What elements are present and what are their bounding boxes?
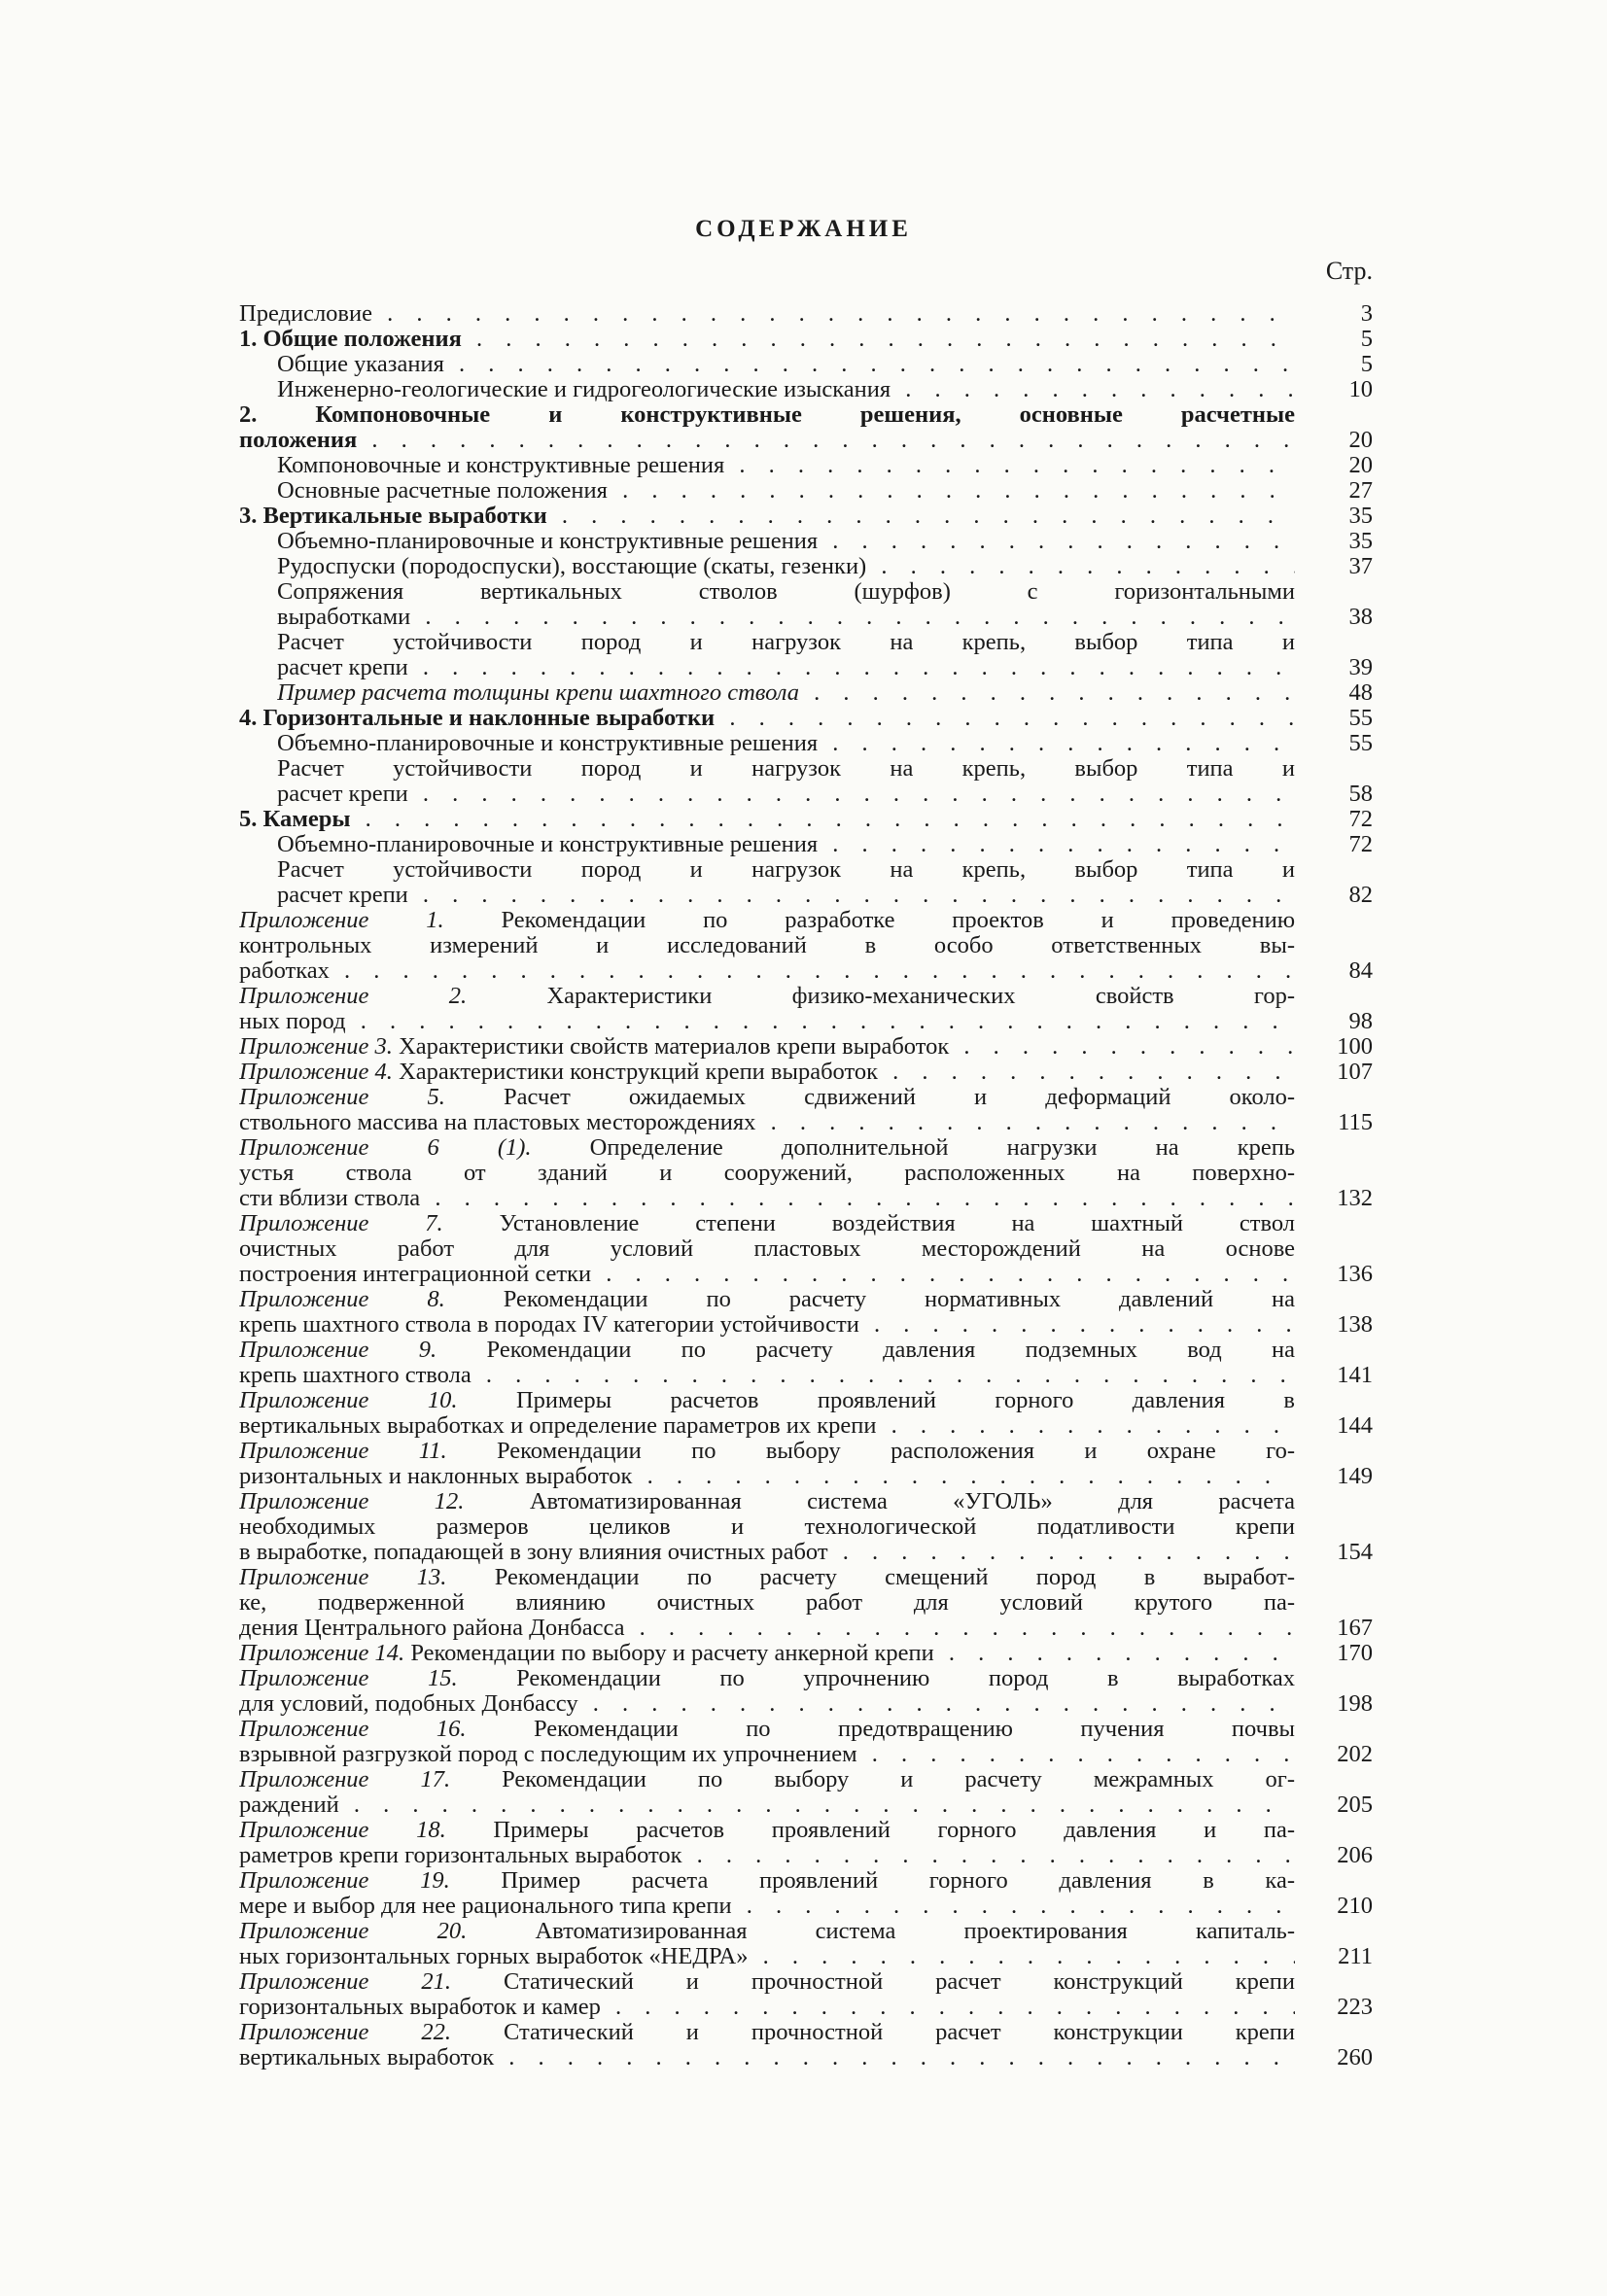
page-number: 5: [1360, 326, 1373, 352]
dot-leader: [351, 807, 1295, 832]
dot-leader: [724, 453, 1295, 478]
page-number: 149: [1337, 1463, 1373, 1489]
toc-entry: [239, 402, 1295, 453]
appendix-label: Приложение 21.: [239, 1969, 452, 1995]
page-number: 107: [1337, 1059, 1373, 1085]
toc-entry: [239, 1565, 1295, 1641]
toc-entry-line: [277, 883, 1295, 908]
page-number: 20: [1348, 427, 1373, 453]
toc-entry-text: раметров крепи горизонтальных выработок: [239, 1843, 682, 1868]
dot-leader: [934, 1641, 1295, 1666]
appendix-label: Приложение 12.: [239, 1489, 465, 1514]
dot-leader: [462, 327, 1295, 352]
toc-entry-line: [239, 908, 1295, 933]
toc-entry-line: [277, 453, 1295, 478]
toc-entry-line: [239, 1540, 1295, 1565]
dot-leader: [591, 1262, 1295, 1287]
toc-entry-line: [239, 1085, 1295, 1110]
page-number: 27: [1348, 477, 1373, 504]
toc-entry-text: Камеры: [262, 807, 351, 832]
toc-entry-line: [239, 1843, 1295, 1868]
toc-entry: [277, 453, 1295, 478]
toc-entry: [277, 731, 1295, 756]
page-number: 170: [1337, 1640, 1373, 1666]
page-number: 138: [1337, 1311, 1373, 1338]
toc-entry-text: выработками: [277, 605, 411, 630]
toc-entry-text: Рекомендации по расчету давления подземных вод на: [486, 1338, 1295, 1363]
toc-entry-text: Объемно-планировочные и конструктивные решения: [277, 731, 819, 756]
toc-entry-text: ризонтальных и наклонных выработок: [239, 1464, 633, 1489]
page-number: 39: [1348, 654, 1373, 680]
toc-entry: [239, 2020, 1295, 2070]
page-number: 154: [1337, 1539, 1373, 1565]
toc-entry-line: [239, 1818, 1295, 1843]
dot-leader: [859, 1312, 1295, 1338]
toc-entry-text: горизонтальных выработок и камер: [239, 1995, 601, 2020]
toc-entry-line: [277, 352, 1295, 377]
toc-entry: [239, 807, 1295, 832]
toc-entry-text: Общие указания: [277, 352, 444, 377]
appendix-label: Приложение 2.: [239, 984, 468, 1009]
toc-entry-line: [239, 984, 1295, 1009]
toc-entry: [239, 301, 1295, 327]
toc-entry-text: расчет крепи: [277, 883, 408, 908]
dot-leader: [444, 352, 1295, 377]
toc-entry-text: Установление степени воздействия на шахтный ствол: [499, 1211, 1295, 1236]
page-number: 167: [1337, 1615, 1373, 1641]
toc-entry-text: Вертикальные выработки: [262, 504, 547, 529]
section-number: 4.: [239, 706, 258, 731]
toc-entry: [239, 1439, 1295, 1489]
toc-entry: [239, 1388, 1295, 1439]
toc-entry-line: [239, 1034, 1295, 1060]
toc-entry-text: Характеристики конструкций крепи выработок: [399, 1060, 879, 1085]
toc-entry-text: сти вблизи ствола: [239, 1186, 421, 1211]
toc-entry-text: ке, подверженной влиянию очистных работ для условий крутого па-: [239, 1590, 1295, 1616]
toc-entry: [277, 832, 1295, 857]
page-number: 38: [1348, 604, 1373, 630]
toc-entry: [277, 529, 1295, 554]
toc-entry-line: [277, 605, 1295, 630]
toc-entry-text: расчет крепи: [277, 655, 408, 680]
appendix-label: Приложение 6 (1).: [239, 1135, 532, 1161]
page-number: 202: [1337, 1741, 1373, 1767]
toc-entry-text: Рекомендации по упрочнению пород в выработках: [516, 1666, 1295, 1691]
toc-entry: [239, 908, 1295, 984]
toc-entry: [239, 1287, 1295, 1338]
toc-entry: [277, 352, 1295, 377]
toc-entry-line: [277, 579, 1295, 605]
toc-entry-text: в выработке, попадающей в зону влияния очистных работ: [239, 1540, 828, 1565]
page-number: 198: [1337, 1690, 1373, 1717]
page-number: 37: [1348, 553, 1373, 579]
section-number: 1.: [239, 327, 258, 352]
toc-entry-text: крепь шахтного ствола в породах IV категории устойчивости: [239, 1312, 859, 1338]
toc-entry-text: вертикальных выработках и определение параметров их крепи: [239, 1413, 877, 1439]
appendix-label: Приложение 15.: [239, 1666, 458, 1691]
page-number: 20: [1348, 452, 1373, 478]
toc-entry-text: Основные расчетные положения: [277, 478, 608, 504]
toc-entry-line: [277, 832, 1295, 857]
dot-leader: [818, 832, 1295, 857]
dot-leader: [715, 706, 1295, 731]
toc-entry-text: Автоматизированная система «УГОЛЬ» для расчета: [529, 1489, 1295, 1514]
toc-entry-line: [239, 933, 1295, 958]
toc-entry-text: Объемно-планировочные и конструктивные решения: [277, 832, 819, 857]
page-number: 132: [1337, 1185, 1373, 1211]
toc-entry-text: взрывной разгрузкой пород с последующим их упрочнением: [239, 1742, 857, 1767]
toc-entry-line: [239, 1691, 1295, 1717]
toc-entry: [277, 630, 1295, 680]
toc-entry-line: [239, 1388, 1295, 1413]
toc-entry: [239, 1868, 1295, 1919]
dot-leader: [625, 1616, 1296, 1641]
toc-entry: [239, 1641, 1295, 1666]
dot-leader: [472, 1363, 1295, 1388]
page-number: 10: [1348, 376, 1373, 402]
toc-entry: [239, 1818, 1295, 1868]
dot-leader: [339, 1792, 1295, 1818]
toc-entry-line: [239, 1110, 1295, 1135]
toc-entry: [277, 857, 1295, 908]
dot-leader: [372, 301, 1295, 327]
dot-leader: [632, 1464, 1295, 1489]
page-number: 55: [1348, 705, 1373, 731]
dot-leader: [410, 605, 1295, 630]
appendix-label: Приложение 19.: [239, 1868, 450, 1894]
toc-entry-text: ных пород: [239, 1009, 346, 1034]
toc-entry-line: [239, 1792, 1295, 1818]
appendix-label: Приложение 14.: [239, 1641, 405, 1666]
page-number: 5: [1360, 351, 1373, 377]
toc-entry-line: [239, 1489, 1295, 1514]
toc-entry-line: [277, 756, 1295, 782]
toc-entry-text: ствольного массива на пластовых месторождениях: [239, 1110, 756, 1135]
toc-entry-text: Примеры расчетов проявлений горного давления в: [515, 1388, 1295, 1413]
toc-entry-text: Рекомендации по расчету нормативных давлений на: [503, 1287, 1295, 1312]
toc-entry-text: очистных работ для условий пластовых месторождений на основе: [239, 1236, 1295, 1262]
appendix-label: Приложение 1.: [239, 908, 444, 933]
page-number: 48: [1348, 679, 1373, 706]
toc-entry-text: дения Центрального района Донбасса: [239, 1616, 625, 1641]
toc-entry: [239, 984, 1295, 1034]
toc-entry-text: Рекомендации по выбору и расчету межрамных ог-: [502, 1767, 1295, 1792]
toc-entry-line: [239, 1894, 1295, 1919]
dot-leader: [330, 958, 1295, 984]
toc-entry-line: [239, 958, 1295, 984]
toc-entry-line: [239, 1338, 1295, 1363]
toc-entry-text: крепь шахтного ствола: [239, 1363, 472, 1388]
toc-entry-line: [239, 1413, 1295, 1439]
toc-entry-line: [239, 1616, 1295, 1641]
toc-entry-text: Предисловие: [239, 301, 372, 327]
dot-leader: [357, 428, 1295, 453]
toc-entry-line: [277, 478, 1295, 504]
toc-entry-line: [239, 1312, 1295, 1338]
page-column-header: Стр.: [1325, 257, 1373, 285]
dot-leader: [866, 554, 1295, 579]
dot-leader: [547, 504, 1295, 529]
page-number: 72: [1348, 831, 1373, 857]
toc-entry-line: [239, 1439, 1295, 1464]
page-number: 58: [1348, 781, 1373, 807]
dot-leader: [755, 1110, 1295, 1135]
toc-entry: [239, 1717, 1295, 1767]
dot-leader: [420, 1186, 1295, 1211]
page-number: 205: [1337, 1792, 1373, 1818]
toc-entry-line: [239, 1135, 1295, 1161]
dot-leader: [408, 655, 1295, 680]
page-title: СОДЕРЖАНИЕ: [695, 216, 912, 242]
toc-entry: [277, 579, 1295, 630]
dot-leader: [949, 1034, 1295, 1060]
toc-entry: [239, 1767, 1295, 1818]
toc-entry: [239, 1085, 1295, 1135]
dot-leader: [857, 1742, 1295, 1767]
toc-entry-line: [277, 529, 1295, 554]
toc-entry-line: [239, 504, 1295, 529]
toc-entry-line: [239, 1641, 1295, 1666]
toc-entry: [239, 1666, 1295, 1717]
appendix-label: Приложение 5.: [239, 1085, 445, 1110]
appendix-label: Приложение 13.: [239, 1565, 447, 1590]
toc-entry-line: [239, 1565, 1295, 1590]
toc-entry-line: [239, 1995, 1295, 2020]
toc-entry-line: [239, 1717, 1295, 1742]
appendix-label: Приложение 8.: [239, 1287, 445, 1312]
toc-entry-line: [239, 1514, 1295, 1540]
toc-entry-line: [239, 1161, 1295, 1186]
toc-entry-line: [239, 1363, 1295, 1388]
toc-entry-text: Характеристики свойств материалов крепи выработок: [399, 1034, 950, 1060]
toc-entry-line: [277, 554, 1295, 579]
dot-leader: [799, 680, 1295, 706]
toc-entry: [239, 1211, 1295, 1287]
toc-entry-line: [239, 1211, 1295, 1236]
dot-leader: [494, 2045, 1295, 2070]
toc-entry-line: [239, 1060, 1295, 1085]
toc-entry: [277, 554, 1295, 579]
section-number: 5.: [239, 807, 258, 832]
page-number: 35: [1348, 528, 1373, 554]
toc-entry-line: [239, 428, 1295, 453]
toc-entry-text: Автоматизированная система проектирования капиталь-: [535, 1919, 1295, 1944]
toc-entry-text: Рекомендации по разработке проектов и проведению: [501, 908, 1295, 933]
toc-entry-line: [277, 857, 1295, 883]
appendix-label: Приложение 4.: [239, 1060, 393, 1085]
toc-entry-text: Инженерно-геологические и гидрогеологические изыскания: [277, 377, 891, 402]
toc-entry-line: [277, 630, 1295, 655]
page-number: 260: [1337, 2044, 1373, 2070]
toc-entry-text: Компоновочные и конструктивные решения: [277, 453, 725, 478]
page-number: 100: [1337, 1033, 1373, 1060]
toc-entry-line: [239, 1666, 1295, 1691]
appendix-label: Приложение 20.: [239, 1919, 468, 1944]
page-number: 35: [1348, 503, 1373, 529]
toc-entry-line: [239, 1742, 1295, 1767]
toc-entry: [239, 1060, 1295, 1085]
toc-entry: [239, 1919, 1295, 1969]
toc-entry-line: [239, 807, 1295, 832]
page-number: 84: [1348, 957, 1373, 984]
toc-entry-line: [239, 1009, 1295, 1034]
dot-leader: [601, 1995, 1295, 2020]
toc-entry-text: контрольных измерений и исследований в особо ответственных вы-: [239, 933, 1295, 958]
toc-entry-line: [239, 1590, 1295, 1616]
toc-entry: [277, 478, 1295, 504]
page-number: 3: [1360, 300, 1373, 327]
toc-entry-text: Примеры расчетов проявлений горного давления и па-: [493, 1818, 1295, 1843]
toc-entry-text: Рекомендации по расчету смещений пород в выработ-: [494, 1565, 1295, 1590]
toc-entry-line: [239, 2045, 1295, 2070]
dot-leader: [732, 1894, 1295, 1919]
toc-entry-text: Определение дополнительной нагрузки на крепь: [589, 1135, 1295, 1161]
toc-entry: [239, 706, 1295, 731]
dot-leader: [891, 377, 1295, 402]
toc-entry-text: Расчет устойчивости пород и нагрузок на крепь, выбор типа и: [277, 756, 1295, 782]
appendix-label: Приложение 18.: [239, 1818, 446, 1843]
toc-entry-text: расчет крепи: [277, 782, 408, 807]
dot-leader: [878, 1060, 1295, 1085]
toc-entry: [239, 1338, 1295, 1388]
toc-entry: [239, 504, 1295, 529]
dot-leader: [346, 1009, 1295, 1034]
appendix-label: Приложение 22.: [239, 2020, 452, 2045]
page-number: 223: [1337, 1994, 1373, 2020]
toc-entry-line: [239, 301, 1295, 327]
toc-entry-text: Характеристики физико-механических свойств гор-: [546, 984, 1295, 1009]
appendix-label: Приложение 16.: [239, 1717, 467, 1742]
page-number: 141: [1337, 1362, 1373, 1388]
toc-entry-text: Общие положения: [262, 327, 462, 352]
page-number: 55: [1348, 730, 1373, 756]
toc-entry-text: Статический и прочностной расчет конструкции крепи: [503, 2020, 1295, 2045]
toc-entry: [277, 377, 1295, 402]
toc-entry: [239, 1489, 1295, 1565]
toc-entry-line: [239, 1236, 1295, 1262]
toc-entry-text: устья ствола от зданий и сооружений, расположенных на поверхно-: [239, 1161, 1295, 1186]
toc-entry: [277, 680, 1295, 706]
toc-entry: [239, 327, 1295, 352]
dot-leader: [818, 731, 1295, 756]
toc-entry-line: [277, 731, 1295, 756]
appendix-label: Приложение 3.: [239, 1034, 393, 1060]
toc-entry-text: мере и выбор для нее рационального типа крепи: [239, 1894, 732, 1919]
dot-leader: [578, 1691, 1295, 1717]
toc-entry-line: [239, 1767, 1295, 1792]
toc-entry: [239, 1969, 1295, 2020]
toc-entry: [277, 756, 1295, 807]
toc-entry-line: [239, 706, 1295, 731]
toc-entry-text: Статический и прочностной расчет конструкций крепи: [503, 1969, 1295, 1995]
toc-entry-line: [239, 2020, 1295, 2045]
toc-entry-text: положения: [239, 428, 358, 453]
toc-entry-text: Компоновочные и конструктивные решения, основные расчетные: [315, 402, 1295, 428]
section-number: 2.: [239, 402, 258, 428]
dot-leader: [818, 529, 1295, 554]
toc-entry-line: [239, 327, 1295, 352]
toc-entry-line: [239, 1186, 1295, 1211]
toc-entry-line: [239, 1919, 1295, 1944]
toc-entry-text: Рудоспуски (породоспуски), восстающие (скаты, гезенки): [277, 554, 867, 579]
appendix-label: Приложение 10.: [239, 1388, 458, 1413]
dot-leader: [748, 1944, 1295, 1969]
page-number: 206: [1337, 1842, 1373, 1868]
toc-entry-text: Рекомендации по выбору расположения и охране го-: [496, 1439, 1295, 1464]
dot-leader: [408, 782, 1295, 807]
toc-entry-text: вертикальных выработок: [239, 2045, 495, 2070]
appendix-label: Приложение 9.: [239, 1338, 437, 1363]
toc-entry-text: необходимых размеров целиков и технологической податливости крепи: [239, 1514, 1295, 1540]
toc-entry-line: [239, 1464, 1295, 1489]
toc-entry-text: ных горизонтальных горных выработок «НЕДРА»: [239, 1944, 749, 1969]
page-number: 115: [1338, 1109, 1373, 1135]
toc-entry-line: [239, 1868, 1295, 1894]
page-number: 211: [1338, 1943, 1373, 1969]
toc-entry-text: раждений: [239, 1792, 339, 1818]
toc-entry-text: Пример расчета проявлений горного давления в ка-: [501, 1868, 1295, 1894]
page-number: 144: [1337, 1412, 1373, 1439]
toc-entry-text: для условий, подобных Донбассу: [239, 1691, 578, 1717]
toc-entry-line: [277, 655, 1295, 680]
appendix-label: Приложение 17.: [239, 1767, 451, 1792]
dot-leader: [877, 1413, 1295, 1439]
toc-entry-line: [277, 680, 1295, 706]
page-number: 98: [1348, 1008, 1373, 1034]
toc-entry-text: Сопряжения вертикальных стволов (шурфов) с горизонтальными: [277, 579, 1295, 605]
toc-entry-line: [277, 782, 1295, 807]
toc-entry: [239, 1034, 1295, 1060]
dot-leader: [408, 883, 1295, 908]
dot-leader: [828, 1540, 1295, 1565]
page-number: 72: [1348, 806, 1373, 832]
toc-entry-text: Расчет устойчивости пород и нагрузок на крепь, выбор типа и: [277, 630, 1295, 655]
toc-entry-line: [239, 1944, 1295, 1969]
toc-entry-text: Горизонтальные и наклонные выработки: [262, 706, 716, 731]
toc-entry-line: [239, 402, 1295, 428]
toc-entry-line: [239, 1262, 1295, 1287]
section-number: 3.: [239, 504, 258, 529]
page-number: 82: [1348, 882, 1373, 908]
appendix-label: Приложение 11.: [239, 1439, 447, 1464]
toc-entry-text: Объемно-планировочные и конструктивные решения: [277, 529, 819, 554]
toc-entry-line: [239, 1287, 1295, 1312]
dot-leader: [682, 1843, 1295, 1868]
appendix-label: Приложение 7.: [239, 1211, 443, 1236]
toc-entry-text: Расчет устойчивости пород и нагрузок на крепь, выбор типа и: [277, 857, 1295, 883]
page-number: 210: [1337, 1893, 1373, 1919]
toc-entry-text: работках: [239, 958, 330, 984]
toc-entry-text: Расчет ожидаемых сдвижений и деформаций около-: [504, 1085, 1295, 1110]
toc-entry-text: Рекомендации по выбору и расчету анкерной крепи: [410, 1641, 934, 1666]
toc-entry-line: [239, 1969, 1295, 1995]
toc-entry-text: Пример расчета толщины крепи шахтного ствола: [277, 680, 799, 706]
page-number: 136: [1337, 1261, 1373, 1287]
toc-entry-text: построения интеграционной сетки: [239, 1262, 592, 1287]
toc-entry-line: [277, 377, 1295, 402]
dot-leader: [608, 478, 1295, 504]
toc-entry-text: Рекомендации по предотвращению пучения почвы: [533, 1717, 1295, 1742]
toc-entry: [239, 1135, 1295, 1211]
